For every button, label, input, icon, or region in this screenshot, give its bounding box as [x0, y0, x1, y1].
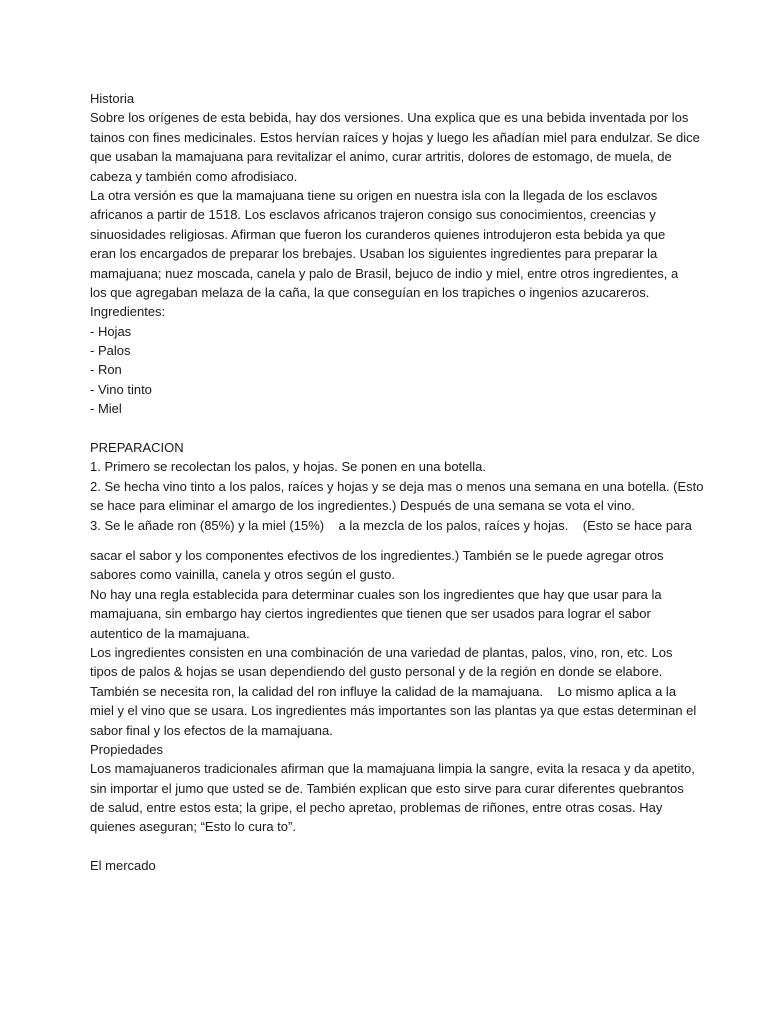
text-line: 3. Se le añade ron (85%) y la miel (15%) a la mezcla de los palos, raíces y hojas. (Esto se hace para	[90, 517, 692, 533]
text-line: mamajuana; nuez moscada, canela y palo de Brasil, bejuco de indio y miel, entre otros ingredientes, a	[90, 265, 679, 281]
text-line: se hace para eliminar el amargo de los ingredientes.) Después de una semana se vota el vino.	[90, 498, 635, 514]
text-line: No hay una regla establecida para determinar cuales son los ingredientes que hay que usar para la	[90, 586, 662, 602]
list-item: - Hojas	[90, 323, 132, 339]
section-heading-propiedades: Propiedades	[90, 741, 163, 757]
text-line: cabeza y también como afrodisiaco.	[90, 168, 298, 184]
text-line: eran los encargados de preparar los brebajes. Usaban los siguientes ingredientes para preparar la	[90, 246, 658, 262]
text-line: También se necesita ron, la calidad del ron influye la calidad de la mamajuana. Lo mismo aplica a la	[90, 683, 677, 699]
text-line: Sobre los orígenes de esta bebida, hay dos versiones. Una explica que es una bebida inventada por los	[90, 110, 689, 126]
section-heading-preparacion: PREPARACION	[90, 440, 184, 456]
preparacion-steps	[90, 457, 704, 535]
list-item: - Ron	[90, 362, 122, 378]
propiedades-paragraph	[90, 759, 695, 837]
text-line: sacar el sabor y los componentes efectivos de los ingredientes.) También se le puede agregar otros	[90, 547, 664, 563]
paragraph-gap	[90, 535, 690, 546]
text-line: tainos con fines medicinales. Estos hervían raíces y hojas y luego les añadían miel para endulzar. Se dice	[90, 129, 700, 145]
text-line: sabores como vainilla, canela y otros según el gusto.	[90, 567, 395, 583]
text-line: 2. Se hecha vino tinto a los palos, raíces y hojas y se deja mas o menos una semana en una botella. (Esto	[90, 478, 704, 494]
blank-line	[90, 837, 690, 856]
text-line: africanos a partir de 1518. Los esclavos africanos trajeron consigo sus conocimientos, creencias y	[90, 207, 656, 223]
text-line: Los mamajuaneros tradicionales afirman que la mamajuana limpia la sangre, evita la resaca y da apetito,	[90, 761, 695, 777]
text-line: miel y el vino que se usara. Los ingredientes más importantes son las plantas ya que estas determinan el	[90, 703, 697, 719]
text-line: sabor final y los efectos de la mamajuana.	[90, 722, 333, 738]
text-line: tipos de palos & hojas se usan dependiendo del gusto personal y de la región en donde se elabore.	[90, 664, 663, 680]
text-line: los que agregaban melaza de la caña, la que conseguían en los trapiches o ingenios azucareros.	[90, 284, 650, 300]
blank-line	[90, 419, 690, 438]
text-line: autentico de la mamajuana.	[90, 625, 250, 641]
text-line: sinuosidades religiosas. Afirman que fueron los curanderos quienes introdujeron esta bebida ya que	[90, 226, 666, 242]
preparacion-continuation	[90, 546, 697, 740]
section-heading-mercado: El mercado	[90, 858, 156, 874]
historia-paragraph	[90, 108, 700, 302]
text-line: que usaban la mamajuana para revitalizar el animo, curar artritis, dolores de estomago, de muela, de	[90, 149, 672, 165]
text-line: de salud, entre estos esta; la gripe, el pecho apretao, problemas de riñones, entre otras cosas. Hay	[90, 800, 663, 816]
section-heading-ingredientes: Ingredientes:	[90, 304, 166, 320]
text-line: La otra versión es que la mamajuana tiene su origen en nuestra isla con la llegada de los esclavos	[90, 187, 658, 203]
list-item: - Vino tinto	[90, 381, 152, 397]
list-item: - Miel	[90, 401, 122, 417]
text-line: sin importar el jumo que usted se de. También explican que esto sirve para curar diferentes quebrantos	[90, 780, 684, 796]
ingredients-list	[90, 322, 690, 419]
text-line: mamajuana, sin embargo hay ciertos ingredientes que tienen que ser usados para lograr el sabor	[90, 606, 651, 622]
list-item: - Palos	[90, 343, 131, 359]
text-line: 1. Primero se recolectan los palos, y hojas. Se ponen en una botella.	[90, 459, 487, 475]
document-body	[90, 89, 704, 876]
section-heading-historia: Historia	[90, 91, 135, 106]
text-line: quienes aseguran; “Esto lo cura to”.	[90, 819, 296, 835]
text-line: Los ingredientes consisten en una combinación de una variedad de plantas, palos, vino, ron, etc. Los	[90, 644, 673, 660]
